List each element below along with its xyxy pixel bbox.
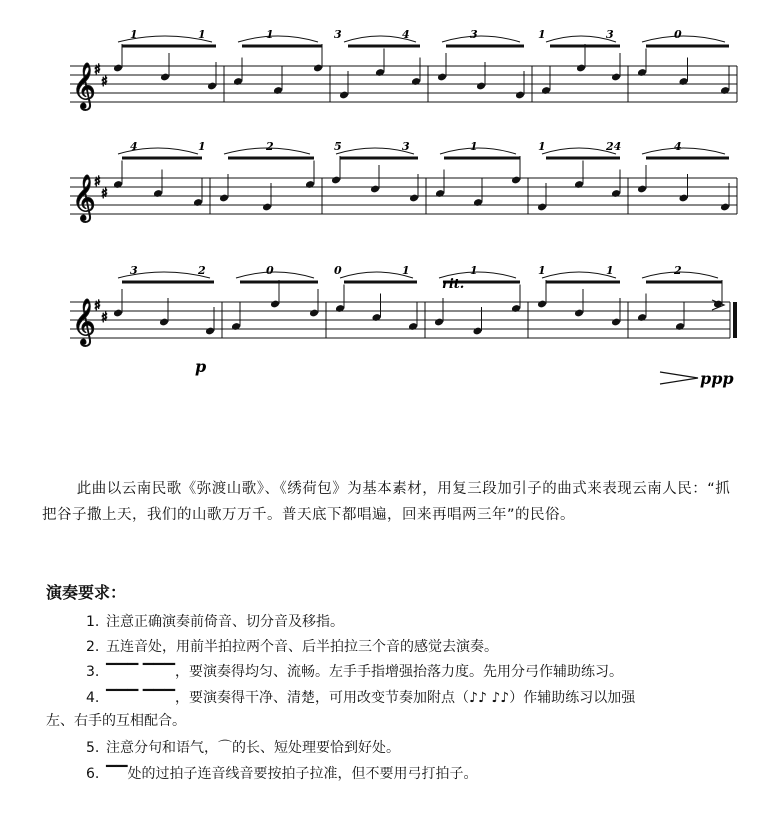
fingering-number: 5 [334,140,342,153]
slur [442,36,520,42]
requirement-item: 6. ▔▔处的过拍子连音线音要按拍子拉准，但不要用弓打拍子。 [86,766,478,782]
dynamic-p: p [195,357,207,376]
fingering-number: 1 [538,264,546,277]
sharp-icon: ♯ [94,298,101,314]
fingering-number: 3 [130,264,138,277]
slur [236,272,314,278]
requirement-item: 5. 注意分句和语气，⌒的长、短处理要恰到好处。 [86,740,400,756]
treble-clef-icon: 𝄞 [72,175,96,221]
requirement-item: 3. ▔▔▔ ▔▔▔，要演奏得均匀、流畅。左手手指增强抬落力度。先用分弓作辅助练习。 [86,664,624,680]
fingering-number: 24 [606,140,622,153]
sharp-icon: ♯ [94,62,101,78]
sharp-icon: ♯ [101,310,108,326]
decrescendo-hairpin [660,372,698,384]
fingering-number: 1 [470,140,478,153]
slur [642,148,725,154]
slur [440,148,516,154]
fingering-number: 3 [606,28,614,41]
treble-clef-icon: 𝄞 [72,299,96,345]
fingering-number: 1 [606,264,614,277]
fingering-number: 0 [674,28,682,41]
requirement-item: 4. ▔▔▔ ▔▔▔，要演奏得干净、清楚，可用改变节奏加附点（♪♪ ♪♪）作辅助练习以加强 [86,690,636,706]
fingering-number: 1 [538,140,546,153]
slur [542,148,616,154]
sharp-icon: ♯ [101,186,108,202]
fingering-number: 1 [538,28,546,41]
fingering-number: 3 [470,28,478,41]
fingering-number: 1 [402,264,410,277]
fingering-number: 4 [402,28,410,41]
fingering-number: 1 [198,140,206,153]
slur [642,36,725,42]
dynamic-ppp: ppp [700,369,734,388]
fingering-number: 4 [130,140,138,153]
sharp-icon: ♯ [101,74,108,90]
fingering-number: 1 [130,28,138,41]
ritardando-mark: rit. [442,277,465,292]
fingering-number: 3 [334,28,342,41]
fingering-number: 4 [674,140,682,153]
fingering-number: 1 [198,28,206,41]
slur [542,272,616,278]
requirement-item: 2. 五连音处，用前半拍拉两个音、后半拍拉三个音的感觉去演奏。 [86,639,498,655]
slur [238,36,318,42]
requirement-item: 1. 注意正确演奏前倚音、切分音及移指。 [86,614,344,630]
treble-clef-icon: 𝄞 [72,63,96,109]
requirement-continuation: 左、右手的互相配合。 [46,713,186,729]
fingering-number: 2 [674,264,682,277]
fingering-number: 0 [266,264,274,277]
fingering-number: 1 [266,28,274,41]
sharp-icon: ♯ [94,174,101,190]
piece-description: 此曲以云南民歌《弥渡山歌》、《绣荷包》为基本素材，用复三段加引子的曲式来表现云南人民：“抓把谷子撒上天，我们的山歌万万千。普天底下都唱遍，回来再唱两三年”的民俗。 [42,481,731,523]
fingering-number: 3 [402,140,410,153]
fingering-number: 1 [470,264,478,277]
fingering-number: 0 [334,264,342,277]
requirements-title: 演奏要求： [46,583,127,602]
fingering-number: 2 [198,264,206,277]
fingering-number: 2 [266,140,274,153]
